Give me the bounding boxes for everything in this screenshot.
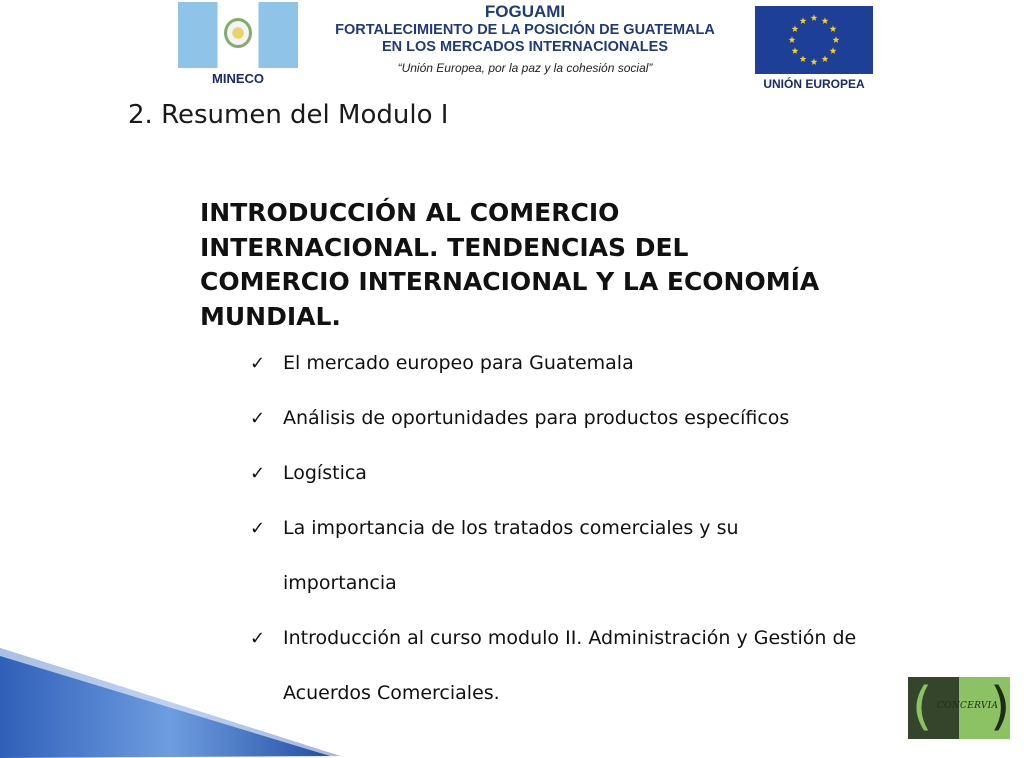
eu-star-icon	[811, 58, 818, 65]
mineco-label: MINECO	[212, 71, 264, 86]
list-item	[250, 405, 950, 433]
header-line-1: FORTALECIMIENTO DE LA POSICIÓN DE GUATEMALA	[335, 22, 715, 38]
eu-star-icon	[800, 55, 807, 62]
eu-star-icon	[792, 25, 799, 32]
concervia-logo	[908, 677, 1010, 739]
main-heading: INTRODUCCIÓN AL COMERCIO INTERNACIONAL. TENDENCIAS DEL COMERCIO INTERNACIONAL Y LA ECONOMÍA MUNDIAL.	[200, 198, 820, 331]
list-item	[250, 501, 843, 611]
checkmark-icon: ✓	[250, 353, 266, 374]
checkmark-icon: ✓	[250, 628, 266, 650]
eu-star-icon	[822, 17, 829, 24]
list-item-text: El mercado europeo para Guatemala	[283, 352, 634, 374]
eu-star-icon	[822, 55, 829, 62]
list-item	[250, 350, 950, 378]
eu-stars	[755, 6, 873, 74]
list-item-text: La importancia de los tratados comerciales y su importancia	[283, 517, 739, 595]
eu-star-icon	[789, 36, 796, 43]
eu-star-icon	[792, 47, 799, 54]
paren-left-icon: (	[912, 677, 933, 737]
checkmark-icon: ✓	[250, 463, 266, 484]
checkmark-icon: ✓	[250, 408, 266, 429]
coat-of-arms-icon	[224, 18, 252, 48]
list-item-text: Logística	[283, 462, 367, 484]
corner-swoosh-decoration	[0, 648, 340, 758]
brand-title: FOGUAMI	[484, 2, 566, 21]
bullet-list	[250, 350, 950, 721]
eu-label: UNIÓN EUROPEA	[763, 77, 865, 91]
eu-star-icon	[830, 25, 837, 32]
list-item	[250, 460, 950, 488]
eu-star-icon	[830, 47, 837, 54]
paren-right-icon: )	[990, 677, 1010, 737]
european-union-flag-icon	[755, 6, 873, 74]
guatemala-flag-icon	[178, 2, 298, 68]
list-item	[250, 611, 903, 721]
header-motto: “Unión Europea, por la paz y la cohesión social”	[397, 61, 653, 75]
header-line-2: EN LOS MERCADOS INTERNACIONALES	[382, 39, 668, 55]
checkmark-icon: ✓	[250, 518, 266, 540]
logo-text: CONCERVIA	[937, 701, 999, 711]
eu-star-icon	[811, 14, 818, 21]
eu-star-icon	[833, 36, 840, 43]
list-item-text: Análisis de oportunidades para productos específicos	[283, 407, 790, 429]
section-title: 2. Resumen del Modulo I	[128, 100, 449, 130]
list-item-text: Introducción al curso modulo II. Administración y Gestión de Acuerdos Comerciales.	[283, 627, 857, 705]
eu-star-icon	[800, 17, 807, 24]
